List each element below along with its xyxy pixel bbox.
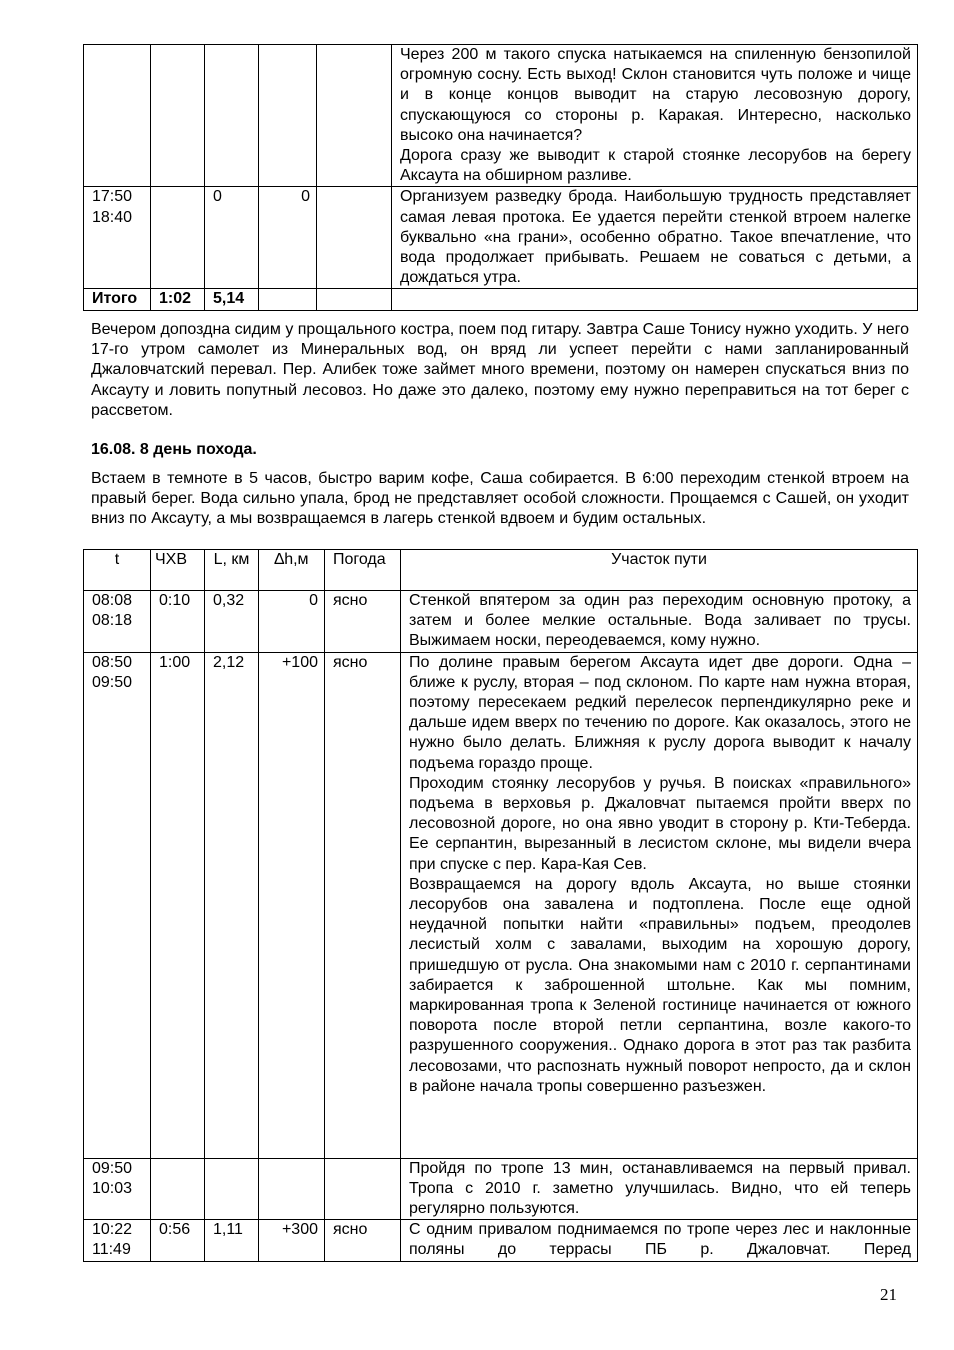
route-paragraph: По долине правым берегом Аксаута идет две дороги. Одна – ближе к руслу, вторая – под склоном. По карте нам нужна вторая, поэтому пересекаем редкий перелесок перпендикулярно реке и дальше идем вверх по течению по дороге. Как оказалось, этого не нужно было делать. Ближняя к руслу дорога выводит к началу подъема гораздо проще. <box>409 653 911 772</box>
weather-cell: ясно <box>325 1220 401 1261</box>
distance-cell <box>205 1158 259 1220</box>
route-paragraph: Проходим стоянку лесорубов у ручья. В поисках «правильного» подъема в верховья р. Джаловчат пытаемся пройти вверх по лесовозной дороге, но она явно уводит в сторону р. Кти-Теберда. Ее серпантин, вырезанный в лесистом склоне, мы видели вчера при спуске с пер. Кара-Кая Сев. <box>409 774 911 873</box>
time-cell <box>84 187 151 289</box>
chv-cell <box>151 1158 205 1220</box>
route-paragraph: Стенкой впятером за один раз переходим основную протоку, а затем и более мелкие остальные. Вода заливает по трусы. Выжимаем носки, переодеваемся, кому нужно. <box>409 592 911 650</box>
weather-cell: ясно <box>325 652 401 1158</box>
route-paragraph: Пройдя по тропе 13 мин, останавливаемся на первый привал. Тропа с 2010 г. заметно улучшилась. Видно, что ей теперь регулярно пользуются. <box>409 1159 911 1218</box>
elevation-cell: +300 <box>259 1220 325 1261</box>
distance-cell <box>205 45 259 187</box>
chv-cell <box>151 45 205 187</box>
weather-cell: ясно <box>325 591 401 653</box>
chv-cell: 1:00 <box>151 652 205 1158</box>
distance-cell: 2,12 <box>205 652 259 1158</box>
time-cell <box>84 1220 151 1261</box>
table-row <box>84 591 918 653</box>
log-table-continued <box>83 44 918 311</box>
total-label: Итого <box>84 289 151 310</box>
day-heading: 16.08. 8 день похода. <box>91 441 257 458</box>
route-paragraph: Организуем разведку брода. Наибольшую трудность представляет самая левая протока. Ее удается перейти стенкой втроем налегке буквально «на грани», особенно обратно. Такое впечатление, что вода продолжает прибывать. Решаем не соваться с детьми, а дождаться утра. <box>400 188 911 287</box>
header-weather: Погода <box>325 550 401 591</box>
time-cell <box>84 652 151 1158</box>
route-paragraph: Через 200 м такого спуска натыкаемся на спиленную бензопилой огромную сосну. Есть выход! Склон становится чуть положе и чище и в конце концов выводит на старую лесовозную дорогу, спускающуюся со стороны р. Каракая. Интересно, насколько высоко она начинается? <box>400 46 911 144</box>
distance-cell: 0 <box>205 187 259 289</box>
elevation-cell <box>259 45 317 187</box>
table-row <box>84 187 918 289</box>
evening-paragraph: Вечером допоздна сидим у прощального костра, поем под гитару. Завтра Саше Тонису нужно уходить. У него 17-го утром самолет из Минеральных вод, он вряд ли успеет перейти с нами запланированный Джаловчатский перевал. Пер. Алибек тоже займет много времени, поэтому он намерен спускаться вниз по Аксауту и ловить попутный лесовоз. Но даже это далеко, поэтому ему нужно переправиться на тот берег с рассветом. <box>91 321 909 419</box>
route-cell <box>401 1220 918 1261</box>
elevation-cell: +100 <box>259 652 325 1158</box>
header-route: Участок пути <box>401 550 918 591</box>
total-route <box>392 289 918 310</box>
day-log-table <box>83 549 918 1262</box>
weather-cell <box>325 1158 401 1220</box>
morning-paragraph: Встаем в темноте в 5 часов, быстро варим кофе, Саша собирается. В 6:00 переходим стенкой втроем на правый берег. Вода сильно упала, брод не представляет особой сложности. Прощаемся с Сашей, он уходит вниз по Аксауту, а мы возвращаемся в лагерь стенкой вдвоем и будим остальных. <box>91 470 909 528</box>
time-cell <box>84 45 151 187</box>
table-row <box>84 1220 918 1261</box>
total-weather <box>317 289 392 310</box>
header-chv: ЧХВ <box>151 550 205 591</box>
chv-cell: 0:10 <box>151 591 205 653</box>
route-paragraph: Возвращаемся на дорогу вдоль Аксаута, но выше стоянки лесорубов она завалена и подтоплена. После еще одной неудачной попытки найти «правильны» подъем, преодолев лесистый холм с завалами, выходим на хорошую дорогу, пришедшую от русла. Она знакомыми нам с 2010 г. серпантинами забирается к заброшенной штольне. Как мы помним, маркированная тропа к Зеленой гостинице начинается от южного поворота после второй петли серпантина, возле какого-то разрушенного сооружения.. Однако дорога в этот раз так разбита лесовозами, что распознать нужный поворот непросто, да и склон в районе начала тропы совершенно разъезжен. <box>409 875 911 1095</box>
route-paragraph: Дорога сразу же выводит к старой стоянке лесорубов на берегу Аксаута на обширном разливе. <box>400 147 911 185</box>
distance-cell: 1,11 <box>205 1220 259 1261</box>
time-start: 09:50 <box>92 1159 133 1177</box>
weather-cell <box>317 187 392 289</box>
elevation-cell: 0 <box>259 591 325 653</box>
route-cell <box>392 187 918 289</box>
elevation-cell <box>259 1158 325 1220</box>
distance-cell: 0,32 <box>205 591 259 653</box>
time-end: 09:50 <box>92 673 133 691</box>
time-start: 08:50 <box>92 653 133 671</box>
total-distance: 5,14 <box>205 289 259 310</box>
header-distance: L, км <box>205 550 259 591</box>
route-cell <box>392 45 918 187</box>
page-number: 21 <box>880 1285 897 1304</box>
header-elevation: ∆h,м <box>259 550 325 591</box>
time-start: 17:50 <box>92 188 133 206</box>
header-time: t <box>84 550 151 591</box>
route-cell <box>401 652 918 1158</box>
route-cell <box>401 591 918 653</box>
route-paragraph: С одним привалом поднимаемся по тропе через лес и наклонные поляны до террасы ПБ р. Джаловчат. Перед <box>409 1221 911 1259</box>
route-cell <box>401 1158 918 1220</box>
total-chv: 1:02 <box>151 289 205 310</box>
elevation-cell: 0 <box>259 187 317 289</box>
time-end: 11:49 <box>92 1241 131 1259</box>
chv-cell <box>151 187 205 289</box>
time-end: 08:18 <box>92 612 133 630</box>
table-row <box>84 652 918 1158</box>
time-end: 10:03 <box>92 1179 133 1197</box>
total-elevation <box>259 289 317 310</box>
table-row <box>84 45 918 187</box>
table-row <box>84 1158 918 1220</box>
table-header-row <box>84 550 918 591</box>
time-start: 10:22 <box>92 1221 133 1239</box>
weather-cell <box>317 45 392 187</box>
chv-cell: 0:56 <box>151 1220 205 1261</box>
time-cell <box>84 591 151 653</box>
time-cell <box>84 1158 151 1220</box>
total-row <box>84 289 918 310</box>
time-end: 18:40 <box>92 208 133 226</box>
time-start: 08:08 <box>92 592 133 609</box>
